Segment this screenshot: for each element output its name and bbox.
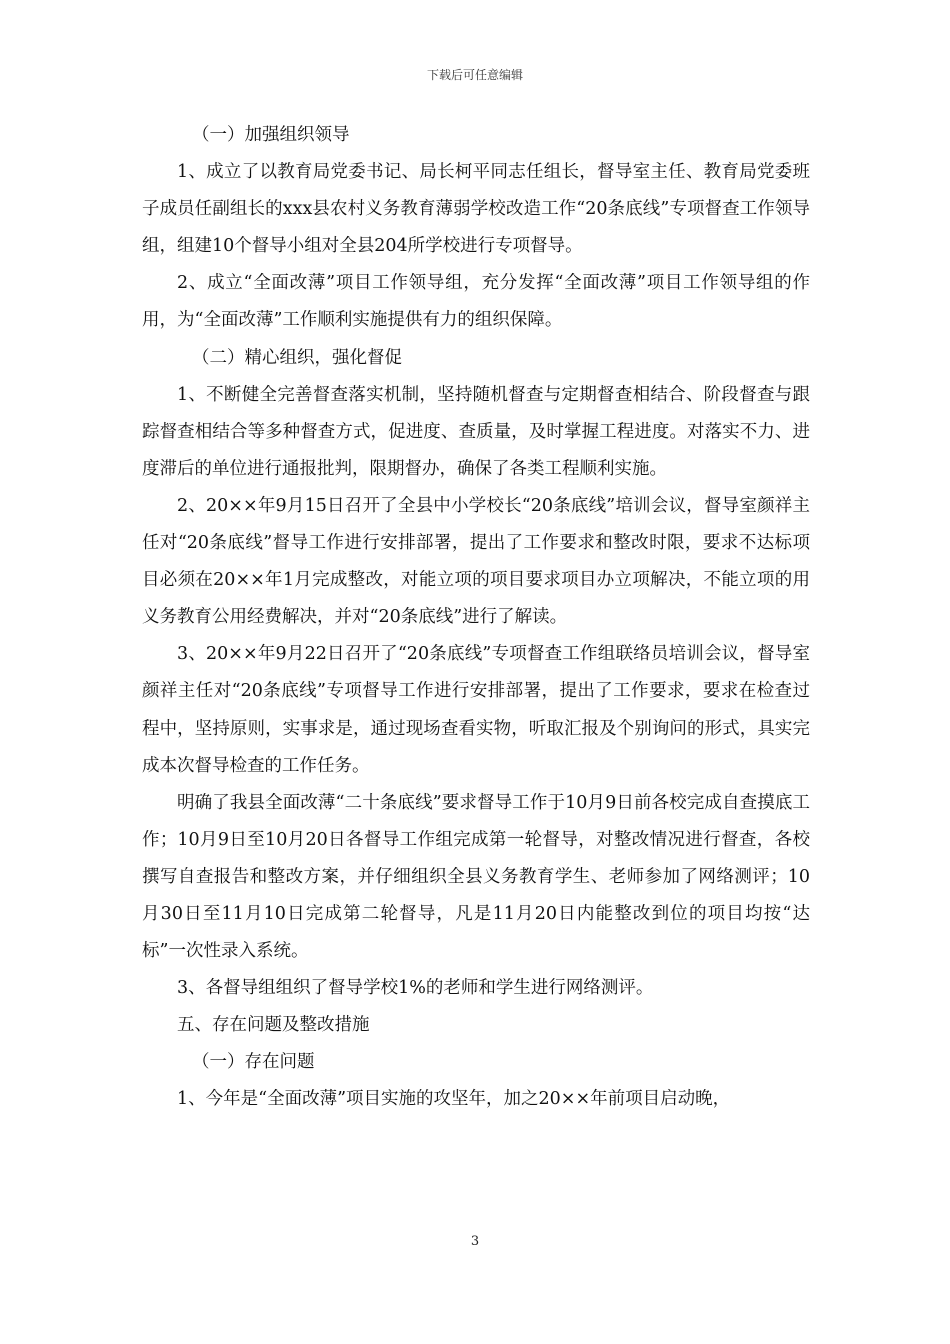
paragraph: 1、成立了以教育局党委书记、局长柯平同志任组长，督导室主任、教育局党委班子成员任副组长的xxx县农村义务教育薄弱学校改造工作“20条底线”专项督查工作领导组，组建10个督导小组对全县204所学校进行专项督导。 [142,162,810,257]
paragraph: 2、20××年9月15日召开了全县中小学校长“20条底线”培训会议，督导室颜祥主任对“20条底线”督导工作进行安排部署，提出了工作要求和整改时限，要求不达标项目必须在20××年1月完成整改，对能立项的项目要求项目办立项解决，不能立项的用义务教育公用经费解决，并对“20条底线”进行了解读。 [142,495,810,628]
section-heading: （二）精心组织，强化督促 [192,347,402,368]
paragraph: 1、今年是“全面改薄”项目实施的攻坚年，加之20××年前项目启动晚， [177,1089,731,1110]
document-body [142,117,810,1119]
paragraph: 1、不断健全完善督查落实机制，坚持随机督查与定期督查相结合、阶段督查与跟踪督查相结合等多种督查方式，促进度、查质量，及时掌握工程进度。对落实不力、进度滞后的单位进行通报批判，限期督办，确保了各类工程顺利实施。 [142,384,810,479]
paragraph: 3、各督导组组织了督导学校1%的老师和学生进行网络测评。 [177,978,654,999]
section-heading: （一）加强组织领导 [192,125,350,145]
section-title: 五、存在问题及整改措施 [177,1015,370,1036]
paragraph: 明确了我县全面改薄“二十条底线”要求督导工作于10月9日前各校完成自查摸底工作；10月9日至10月20日各督导工作组完成第一轮督导，对整改情况进行督查，各校撰写自查报告和整改方案，并仔细组织全县义务教育学生、老师参加了网络测评；10月30日至11月10日完成第二轮督导，凡是11月20日内能整改到位的项目均按“达标”一次性录入系统。 [142,792,810,962]
paragraph: 2、成立“全面改薄”项目工作领导组，充分发挥“全面改薄”项目工作领导组的作用，为“全面改薄”工作顺利实施提供有力的组织保障。 [142,273,810,331]
page-header: 下载后可任意编辑 [426,68,523,82]
paragraph: 3、20××年9月22日召开了“20条底线”专项督查工作组联络员培训会议，督导室颜祥主任对“20条底线”专项督导工作进行安排部署，提出了工作要求，要求在检查过程中，坚持原则，实事求是，通过现场查看实物，听取汇报及个别询问的形式，具实完成本次督导检查的工作任务。 [142,644,810,776]
page-number: 3 [470,1234,480,1249]
section-heading: （一）存在问题 [192,1052,315,1073]
